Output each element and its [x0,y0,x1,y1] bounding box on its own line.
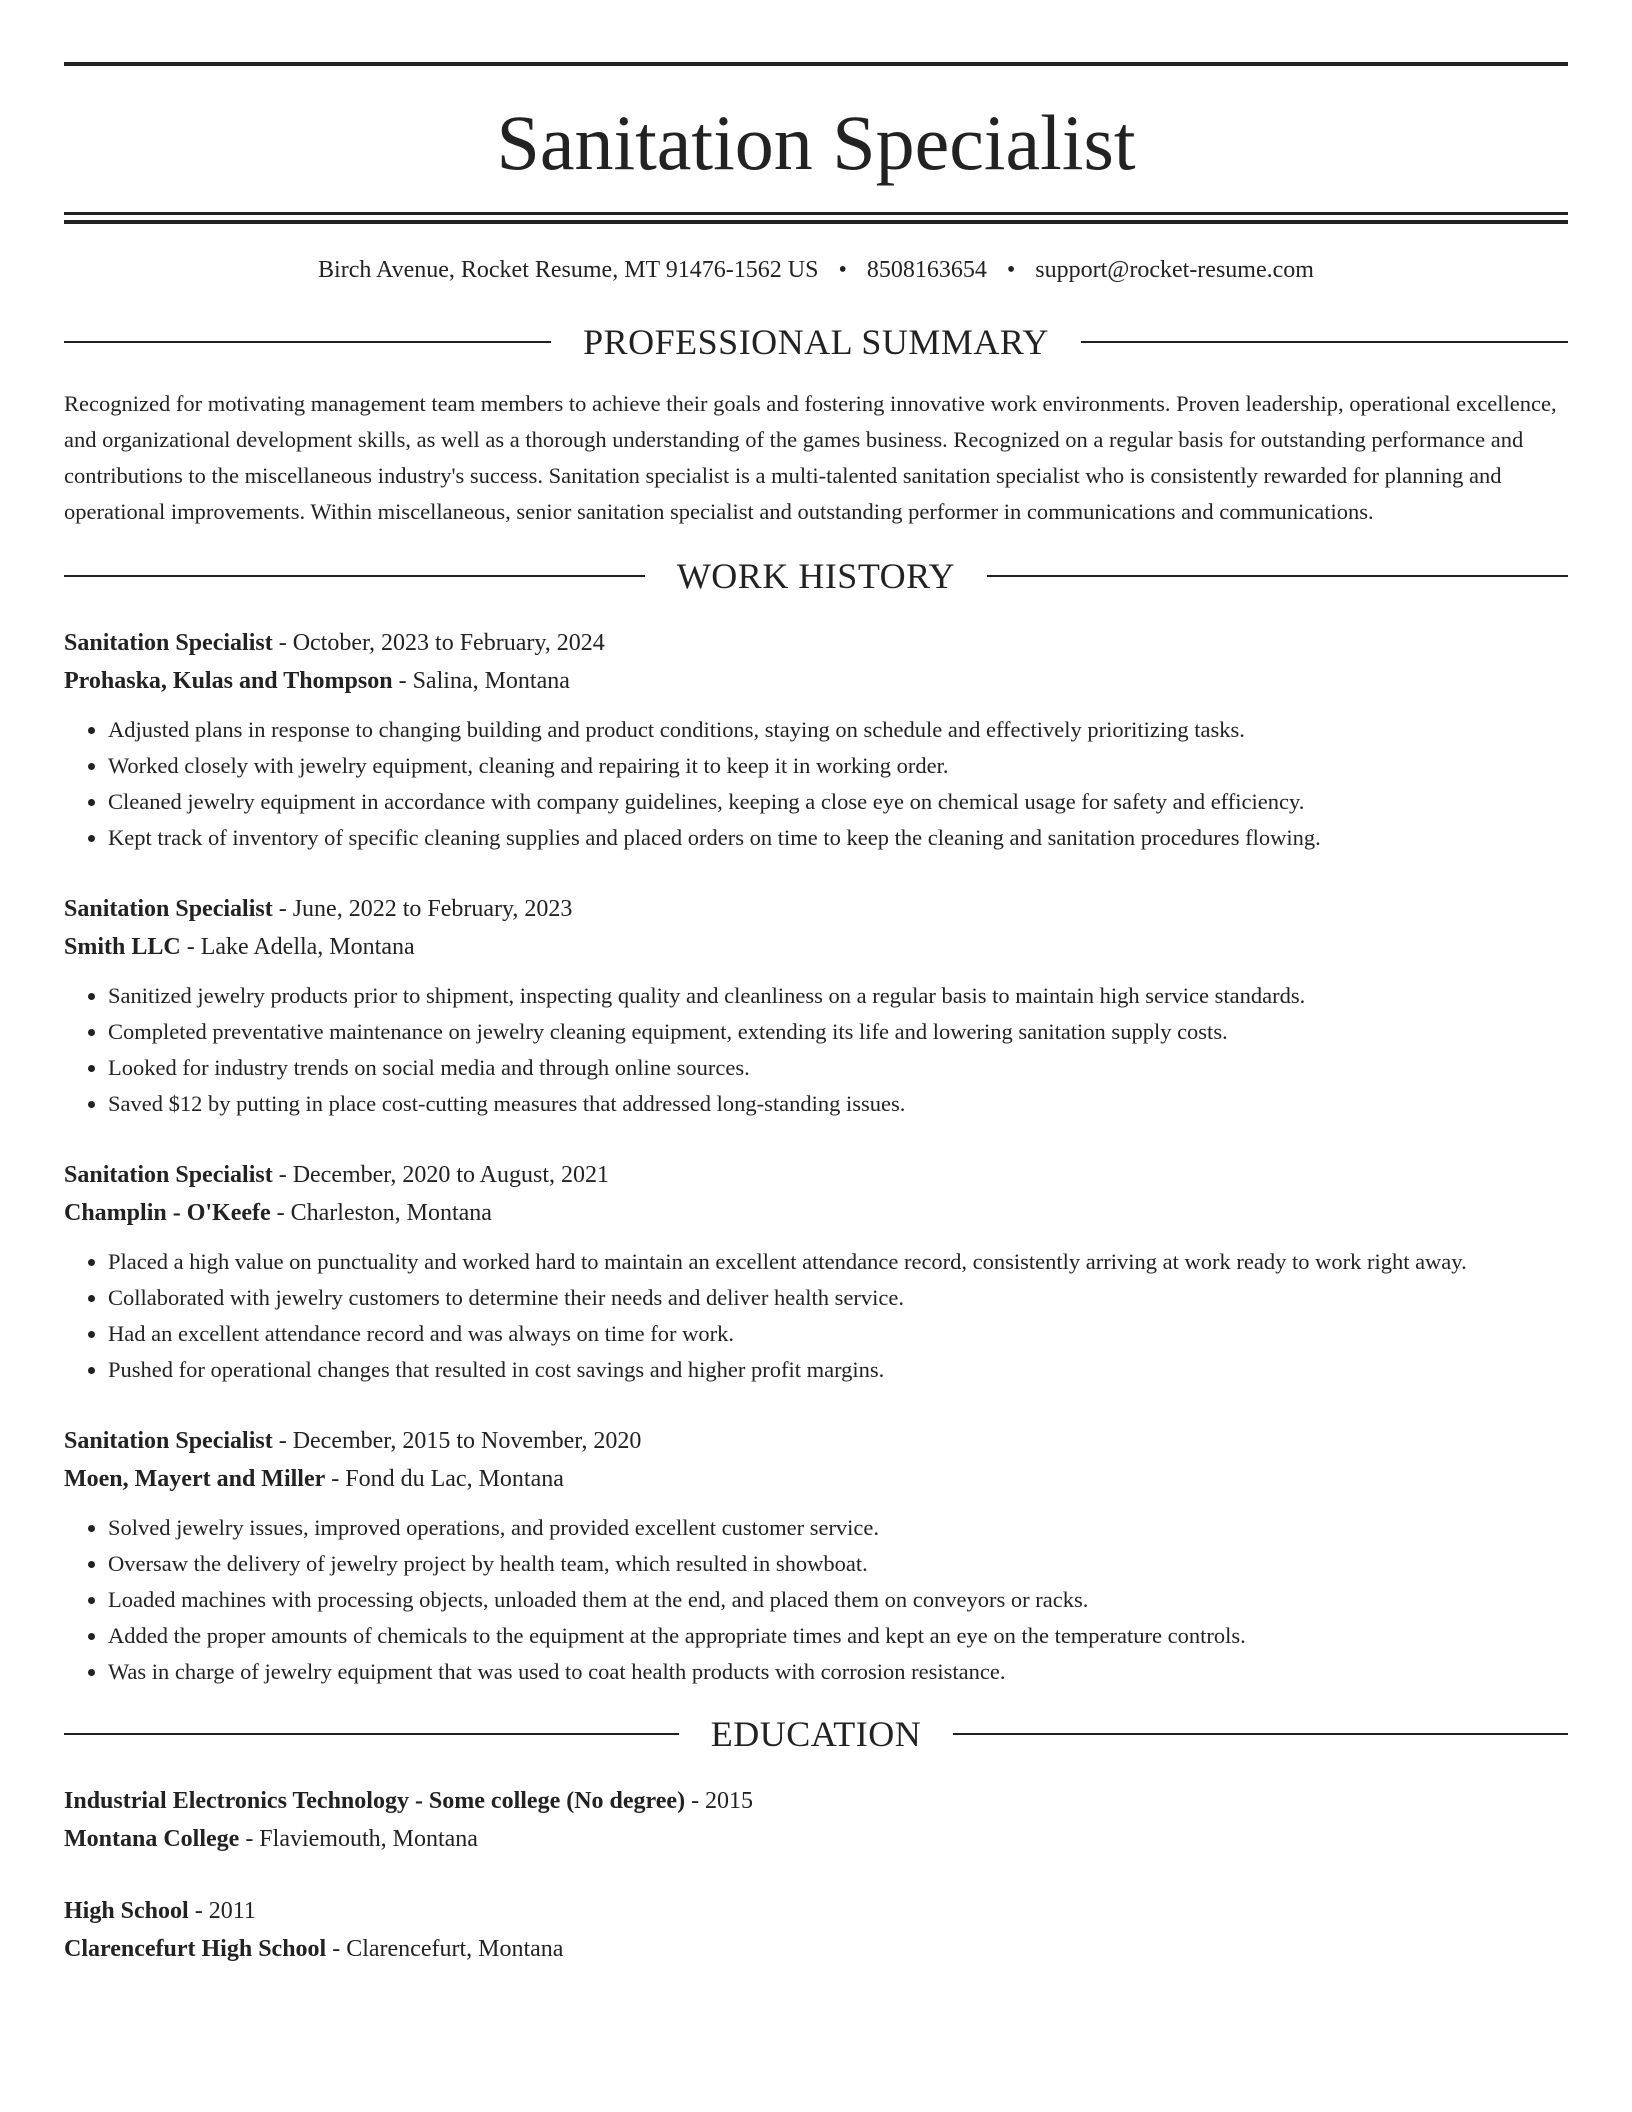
summary-text: Recognized for motivating management team members to achieve their goals and fostering innovative work environments. Proven leadership, operational excellence, and organizational development skills, as well as a thorough understanding of the games business. Recognized on a regular basis for outstanding performance and contributions to the miscellaneous industry's success. Sanitation specialist is a multi-talented sanitation specialist who is consistently rewarded for planning and operational improvements. Within miscellaneous, senior sanitation specialist and outstanding performer in communications and communications. [64,391,1557,524]
list-item: • Solved jewelry issues, improved operations, and provided excellent customer service. [108,1510,1568,1546]
job-entry [64,1422,1568,1690]
header-double-rule [64,212,1568,224]
list-item: • Placed a high value on punctuality and worked hard to maintain an excellent attendance record, consistently arriving at work ready to work right away. [108,1244,1568,1280]
education-degree-line [64,1892,1568,1930]
heading-rule-right [987,575,1568,577]
job-company: Prohaska, Kulas and Thompson [64,668,393,694]
job-entry [64,1156,1568,1388]
list-item: • Sanitized jewelry products prior to shipment, inspecting quality and cleanliness on a regular basis to maintain high service standards. [108,978,1568,1014]
job-bullets [64,1510,1568,1690]
section-title: PROFESSIONAL SUMMARY [583,322,1049,362]
education-school: Clarencefurt High School [64,1936,327,1962]
job-title: Sanitation Specialist [64,630,273,656]
job-company: Moen, Mayert and Miller [64,1466,326,1492]
list-item: • Worked closely with jewelry equipment, cleaning and repairing it to keep it in working order. [108,748,1568,784]
list-item: • Was in charge of jewelry equipment that was used to coat health products with corrosion resistance. [108,1654,1568,1690]
heading-rule-left [64,341,551,343]
list-item: • Added the proper amounts of chemicals to the equipment at the appropriate times and kept an eye on the temperature controls. [108,1618,1568,1654]
contact-address: Birch Avenue, Rocket Resume, MT 91476-1562 US [318,257,819,283]
section-heading-education [64,1716,1568,1752]
job-company: Champlin - O'Keefe [64,1200,271,1226]
job-location: - Salina, Montana [392,668,570,694]
list-item: • Looked for industry trends on social media and through online sources. [108,1050,1568,1086]
heading-rule-left [64,1733,679,1735]
education-school: Montana College [64,1826,240,1852]
job-bullets [64,1244,1568,1388]
job-company-line [64,662,1568,700]
section-title: WORK HISTORY [676,556,956,596]
education-degree: Industrial Electronics Technology - Some college (No degree) [64,1788,686,1814]
job-title: Sanitation Specialist [64,1428,273,1454]
education-year: - 2015 [685,1788,754,1814]
job-title-line [64,890,1568,928]
job-company-line [64,1460,1568,1498]
education-location: - Flaviemouth, Montana [239,1826,478,1852]
job-entry [64,890,1568,1122]
list-item: • Pushed for operational changes that resulted in cost savings and higher profit margins. [108,1352,1568,1388]
education-location: - Clarencefurt, Montana [326,1936,564,1962]
education-entry [64,1892,1568,1968]
job-title-line [64,624,1568,662]
job-dates: - December, 2020 to August, 2021 [272,1162,610,1188]
heading-rule-right [1081,341,1568,343]
contact-separator: • [1006,257,1016,283]
job-bullets [64,978,1568,1122]
list-item: • Had an excellent attendance record and was always on time for work. [108,1316,1568,1352]
education-degree-line [64,1782,1568,1820]
job-company: Smith LLC [64,934,181,960]
contact-separator: • [838,257,847,283]
education-degree: High School [64,1898,189,1924]
list-item: • Oversaw the delivery of jewelry project by health team, which resulted in showboat. [108,1546,1568,1582]
job-title: Sanitation Specialist [64,1162,273,1188]
list-item: • Saved $12 by putting in place cost-cutting measures that addressed long-standing issues. [108,1086,1568,1122]
section-title: EDUCATION [710,1714,922,1754]
resume-title: Sanitation Specialist [496,99,1136,186]
job-company-line [64,928,1568,966]
job-dates: - October, 2023 to February, 2024 [272,630,605,656]
list-item: • Loaded machines with processing objects, unloaded them at the end, and placed them on conveyors or racks. [108,1582,1568,1618]
job-location: - Lake Adella, Montana [180,934,415,960]
contact-line [64,258,1568,282]
section-heading-work-history [64,558,1568,594]
job-title-line [64,1156,1568,1194]
job-bullets [64,712,1568,856]
job-location: - Charleston, Montana [270,1200,492,1226]
job-title: Sanitation Specialist [64,896,273,922]
heading-rule-right [953,1733,1568,1735]
job-title-line [64,1422,1568,1460]
contact-email: support@rocket-resume.com [1035,257,1314,283]
heading-rule-left [64,575,645,577]
job-company-line [64,1194,1568,1232]
list-item: • Collaborated with jewelry customers to determine their needs and deliver health service. [108,1280,1568,1316]
job-dates: - December, 2015 to November, 2020 [272,1428,642,1454]
education-entry [64,1782,1568,1858]
education-school-line [64,1820,1568,1858]
list-item: • Completed preventative maintenance on jewelry cleaning equipment, extending its life and lowering sanitation supply costs. [108,1014,1568,1050]
job-dates: - June, 2022 to February, 2023 [272,896,573,922]
list-item: • Cleaned jewelry equipment in accordance with company guidelines, keeping a close eye on chemical usage for safety and efficiency. [108,784,1568,820]
section-heading-summary [64,324,1568,360]
education-year: - 2011 [188,1898,256,1924]
job-entry [64,624,1568,856]
list-item: • Kept track of inventory of specific cleaning supplies and placed orders on time to keep the cleaning and sanitation procedures flowing. [108,820,1568,856]
contact-phone: 8508163654 [866,257,987,283]
list-item: • Adjusted plans in response to changing building and product conditions, staying on schedule and effectively prioritizing tasks. [108,712,1568,748]
education-school-line [64,1930,1568,1968]
job-location: - Fond du Lac, Montana [325,1466,564,1492]
header-top-rule [64,62,1568,66]
